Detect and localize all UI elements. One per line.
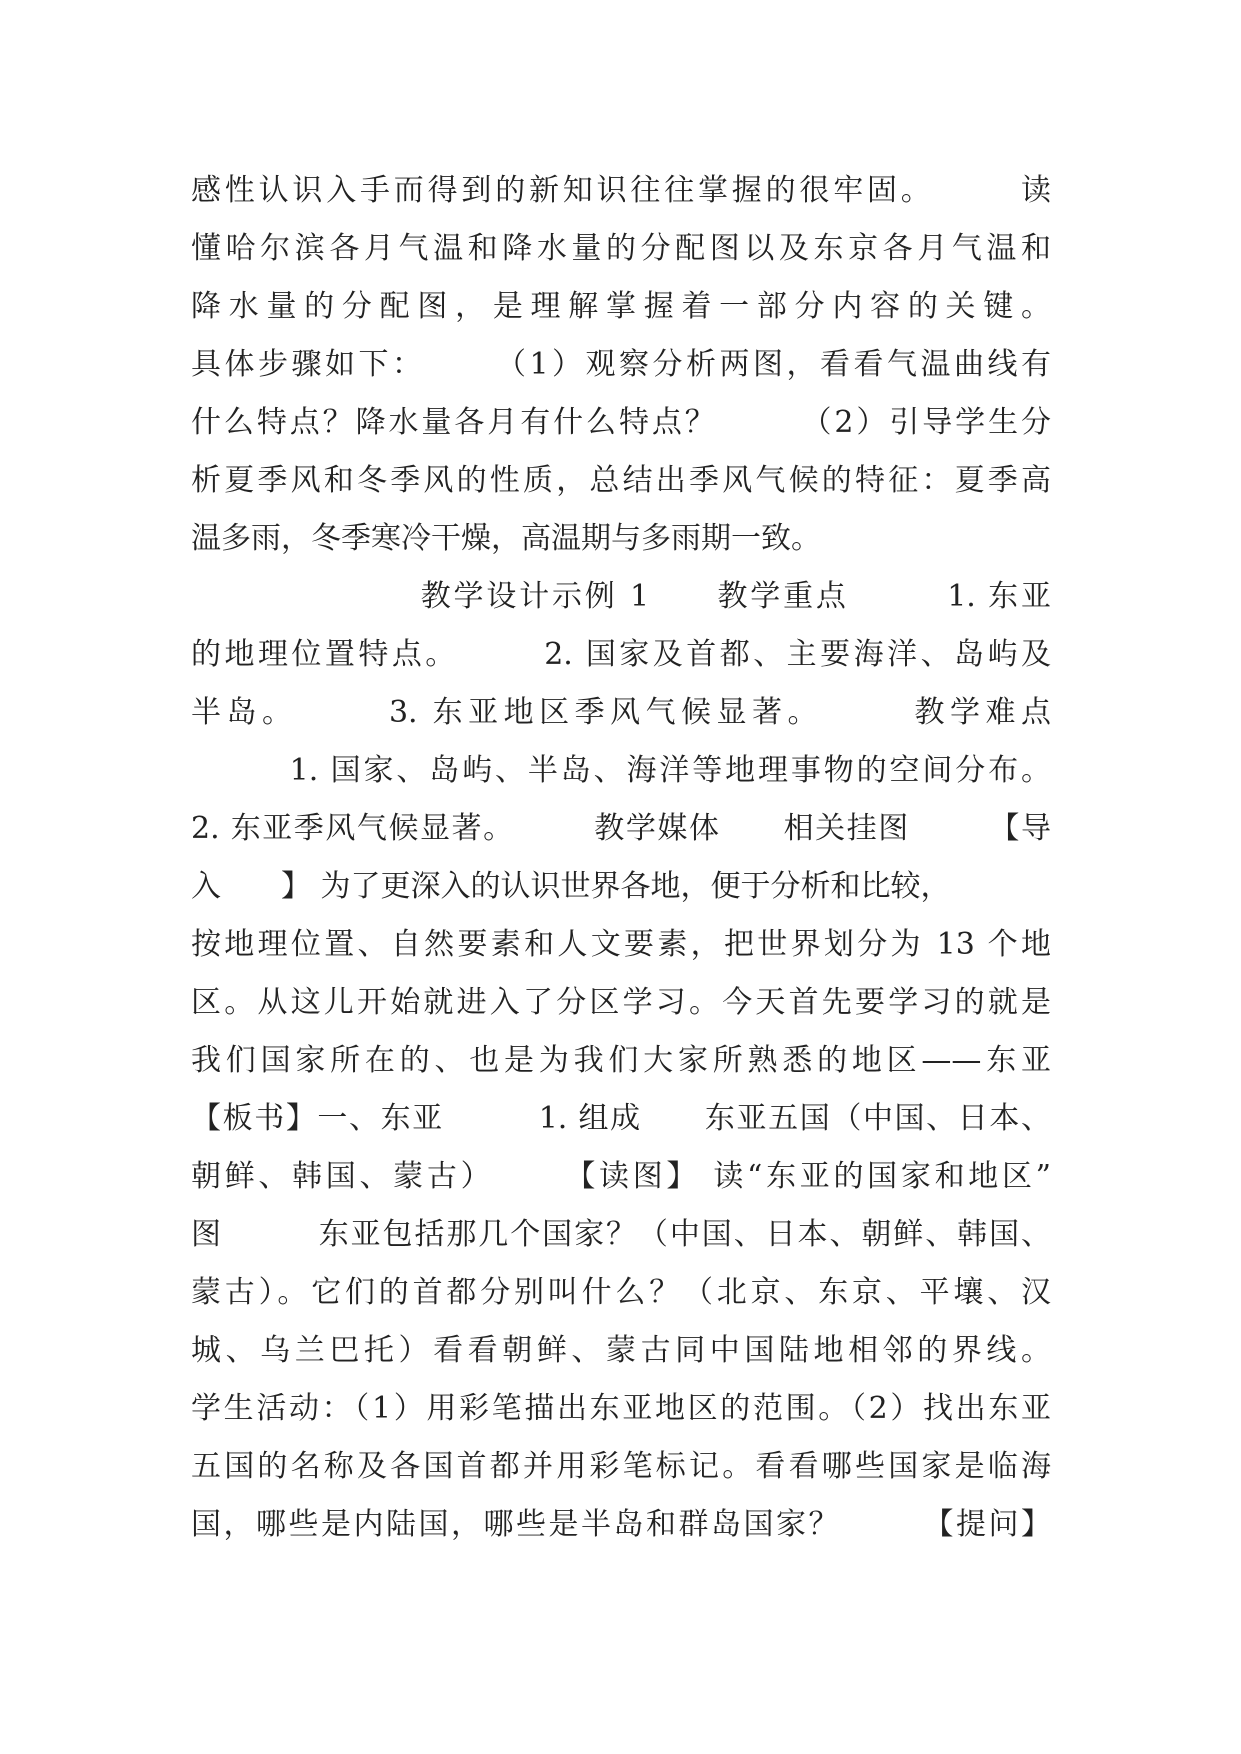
text-line: 朝鲜、韩国、蒙古） 【读图】 读“东亚的国家和地区” [191, 1159, 1051, 1194]
text-line: 我们国家所在的、也是为我们大家所熟悉的地区——东亚 [191, 1043, 1051, 1078]
text-line: 按地理位置、自然要素和人文要素，把世界划分为 13 个地 [191, 927, 1051, 962]
text-line: 五国的名称及各国首都并用彩笔标记。看看哪些国家是临海 [191, 1449, 1051, 1484]
text-line: 入 】 为了更深入的认识世界各地，便于分析和比较， [191, 869, 951, 904]
text-line: 具体步骤如下： （1）观察分析两图，看看气温曲线有 [191, 347, 1051, 382]
text-line: 半岛。 3. 东亚地区季风气候显著。 教学难点 [191, 695, 1051, 730]
text-line: 城、乌兰巴托）看看朝鲜、蒙古同中国陆地相邻的界线。 [191, 1333, 1051, 1368]
text-line: 【板书】一、东亚 1. 组成 东亚五国（中国、日本、 [191, 1101, 1051, 1136]
text-line: 教学设计示例 1 教学重点 1. 东亚 [191, 579, 1051, 614]
body-text [191, 162, 1051, 1554]
text-line: 降水量的分配图，是理解掌握着一部分内容的关键。 [191, 289, 1051, 324]
text-line: 懂哈尔滨各月气温和降水量的分配图以及东京各月气温和 [191, 231, 1051, 266]
text-line: 2. 东亚季风气候显著。 教学媒体 相关挂图 【导 [191, 811, 1051, 846]
text-line: 析夏季风和冬季风的性质，总结出季风气候的特征：夏季高 [191, 463, 1051, 498]
text-line: 国，哪些是内陆国，哪些是半岛和群岛国家？ 【提问】 [191, 1507, 1051, 1542]
text-line: 蒙古）。它们的首都分别叫什么？（北京、东京、平壤、汉 [191, 1275, 1051, 1310]
text-line: 区。从这儿开始就进入了分区学习。今天首先要学习的就是 [191, 985, 1051, 1020]
text-line: 温多雨，冬季寒冷干燥，高温期与多雨期一致。 [191, 521, 821, 556]
text-line: 1. 国家、岛屿、半岛、海洋等地理事物的空间分布。 [191, 753, 1051, 788]
text-line: 学生活动：（1）用彩笔描出东亚地区的范围。（2）找出东亚 [191, 1391, 1051, 1426]
text-line: 感性认识入手而得到的新知识往往掌握的很牢固。 读 [191, 173, 1051, 208]
text-line: 的地理位置特点。 2. 国家及首都、主要海洋、岛屿及 [191, 637, 1051, 672]
text-line: 什么特点？降水量各月有什么特点？ （2）引导学生分 [191, 405, 1051, 440]
text-line: 图 东亚包括那几个国家？（中国、日本、朝鲜、韩国、 [191, 1217, 1051, 1252]
